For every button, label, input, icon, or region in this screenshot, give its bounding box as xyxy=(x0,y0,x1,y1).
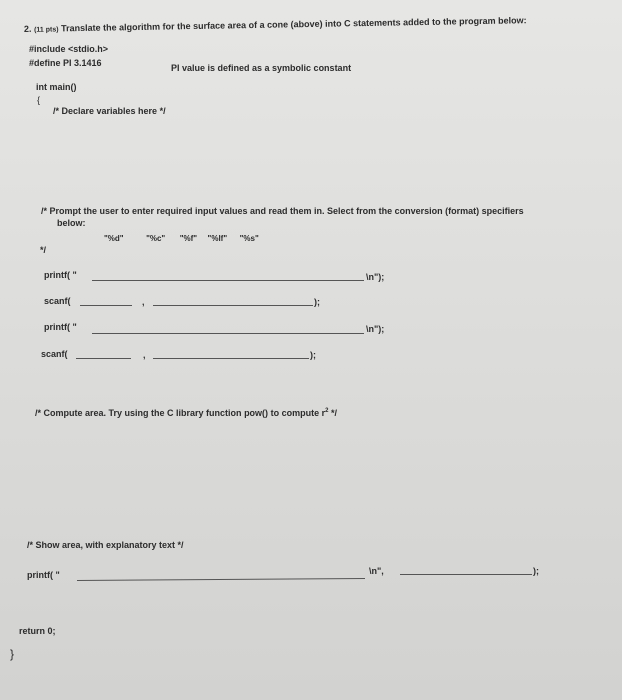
specifier-f: "%f" xyxy=(179,234,198,243)
printf-3-blank-text[interactable] xyxy=(77,578,365,581)
main-signature: int main() xyxy=(36,82,77,92)
printf-1-end: \n"); xyxy=(366,272,385,282)
define-line: #define PI 3.1416 xyxy=(29,58,102,68)
scanf-1-end: ); xyxy=(314,297,320,307)
show-comment: /* Show area, with explanatory text */ xyxy=(27,540,184,550)
printf-1-blank[interactable] xyxy=(92,280,364,281)
question-header xyxy=(24,15,527,36)
prompt-comment-end: */ xyxy=(40,245,47,255)
printf-3-end: ); xyxy=(533,566,539,576)
specifier-s: "%s" xyxy=(239,234,259,243)
printf-2-keyword: printf( " xyxy=(44,322,77,332)
scanf-1-comma: , xyxy=(142,297,145,307)
printf-3-blank-args[interactable] xyxy=(400,574,532,575)
scanf-2-blank-address[interactable] xyxy=(153,358,309,359)
printf-3-keyword: printf( " xyxy=(27,570,60,580)
pow-function: pow() xyxy=(244,408,269,418)
scanf-1-keyword: scanf( xyxy=(44,296,71,306)
compute-comment: /* Compute area. Try using the C library function pow() to compute $r^2$ */ xyxy=(35,408,337,418)
specifier-d: "%d" xyxy=(104,234,124,243)
prompt-comment-line2: below: xyxy=(57,218,86,228)
return-statement: return 0; xyxy=(19,626,56,636)
scanf-2-comma: , xyxy=(143,350,146,360)
specifier-lf: "%lf" xyxy=(207,234,228,243)
specifier-c: "%c" xyxy=(146,234,166,243)
question-number: 2. xyxy=(23,23,32,34)
printf-3-mid: \n", xyxy=(369,566,384,576)
printf-2-blank[interactable] xyxy=(92,333,364,334)
prompt-comment-line1: /* Prompt the user to enter required input values and read them in. Select from the conversion (format) specifiers xyxy=(41,206,524,216)
close-brace: } xyxy=(10,647,15,661)
include-line: #include <stdio.h> xyxy=(29,44,109,54)
question-text: Translate the algorithm for the surface area of a cone (above) into C statements added to the program below: xyxy=(60,15,527,34)
open-brace: { xyxy=(37,95,41,105)
question-points: (11 pts) xyxy=(33,26,59,34)
define-note: PI value is defined as a symbolic constant xyxy=(171,63,352,73)
declare-comment: /* Declare variables here */ xyxy=(53,106,166,116)
scanf-2-blank-format[interactable] xyxy=(76,358,131,359)
scanf-2-end: ); xyxy=(310,350,316,360)
format-specifiers xyxy=(104,233,259,244)
scanf-1-blank-address[interactable] xyxy=(153,305,313,306)
scanf-1-blank-format[interactable] xyxy=(80,305,132,306)
printf-1-keyword: printf( " xyxy=(44,270,77,280)
printf-2-end: \n"); xyxy=(366,324,385,334)
scanf-2-keyword: scanf( xyxy=(41,349,68,359)
